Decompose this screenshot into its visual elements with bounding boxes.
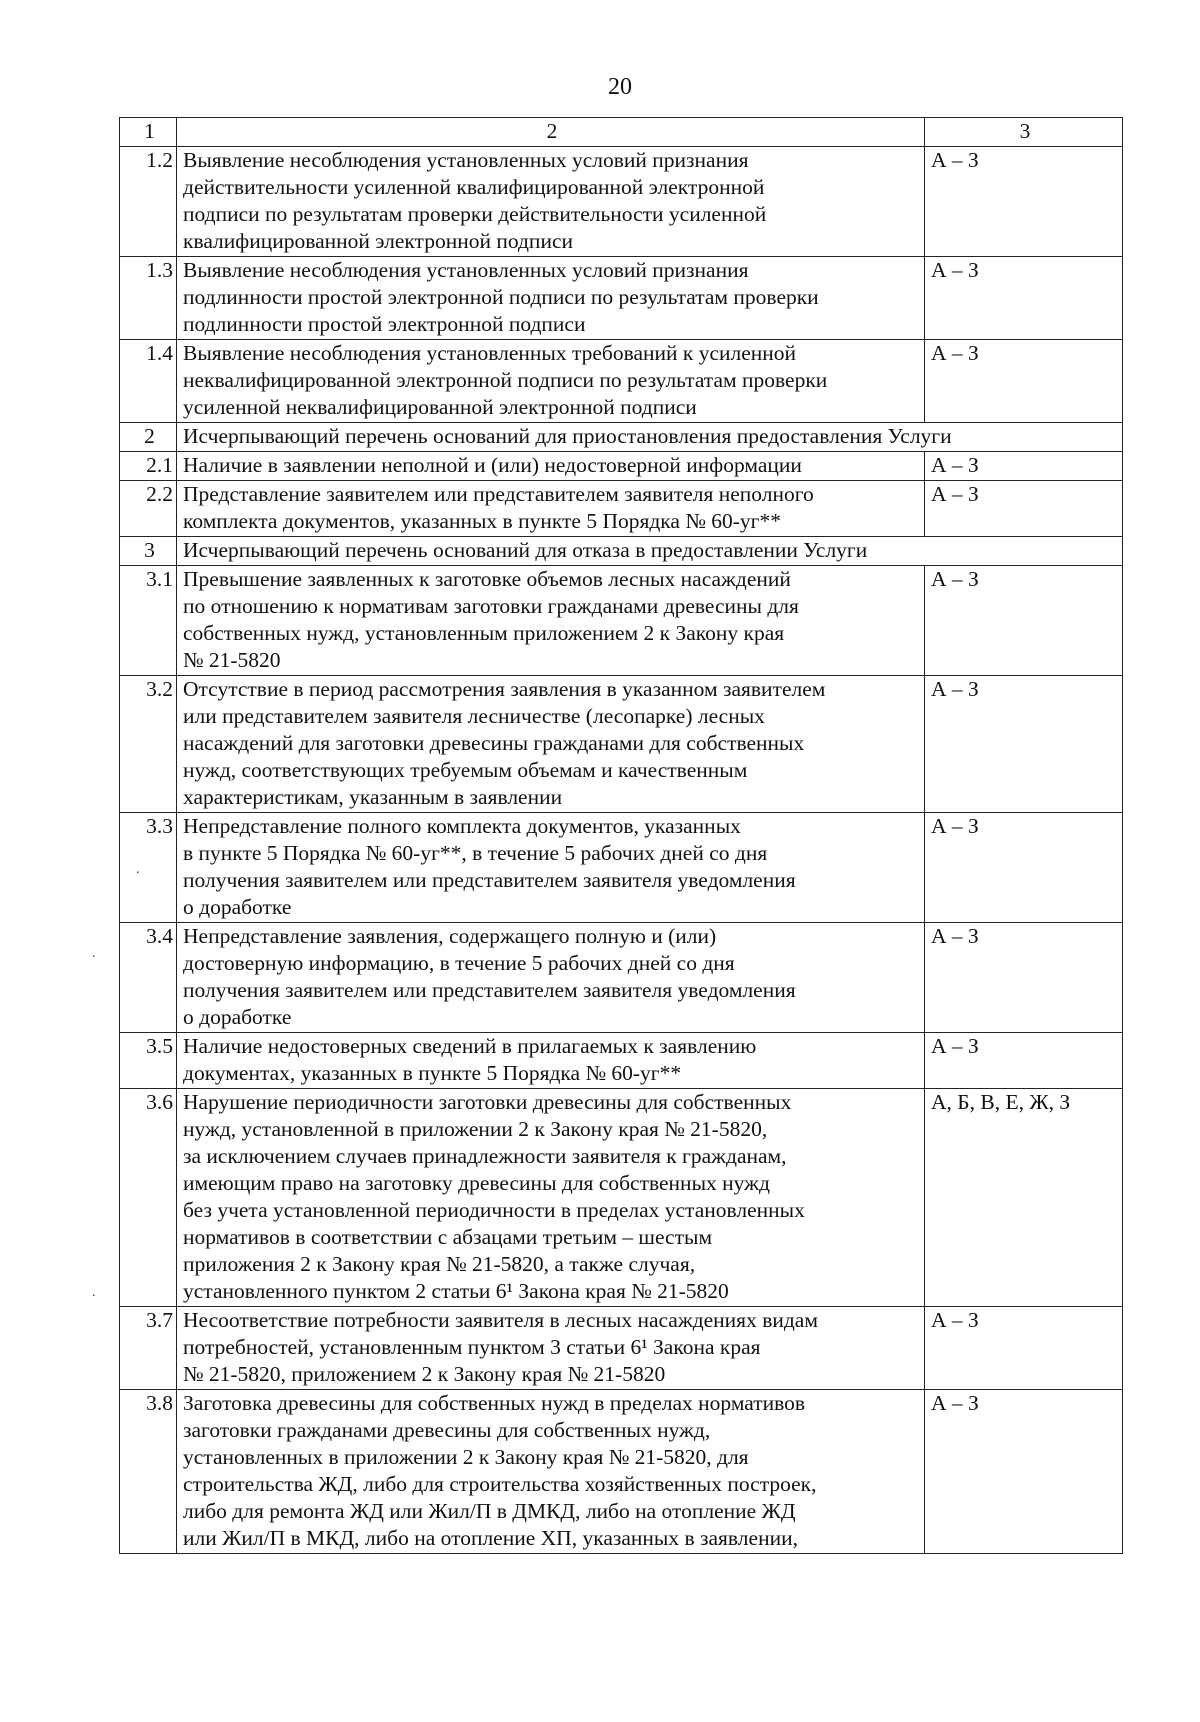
row-description: Непредставление полного комплекта документов, указанных в пункте 5 Порядка № 60-уг**, в течение 5 рабочих дней со дня получения заявителем или представителем заявителя уведомления о доработке [177, 813, 925, 923]
row-number: 3.4 [120, 923, 177, 1033]
row-number: 1.4 [120, 340, 177, 423]
section-row [120, 537, 1123, 566]
section-title: Исчерпывающий перечень оснований для приостановления предоставления Услуги [177, 423, 1123, 452]
row-description: Заготовка древесины для собственных нужд в пределах нормативов заготовки гражданами древесины для собственных нужд, установленных в приложении 2 к Закону края № 21-5820, для строительства ЖД, либо для строительства хозяйственных построек, либо для ремонта ЖД или Жил/П в ДМКД, либо на отопление ЖД или Жил/П в МКД, либо на отопление ХП, указанных в заявлении, [177, 1390, 925, 1554]
row-number: 3.6 [120, 1089, 177, 1307]
row-description: Отсутствие в период рассмотрения заявления в указанном заявителем или представителем заявителя лесничестве (лесопарке) лесных насаждений для заготовки древесины гражданами для собственных нужд, соответствующих требуемым объемам и качественным характеристикам, указанным в заявлении [177, 676, 925, 813]
row-applicability-code: А – З [925, 481, 1123, 537]
row-applicability-code: А – З [925, 147, 1123, 257]
section-row [120, 423, 1123, 452]
row-description: Выявление несоблюдения установленных требований к усиленной неквалифицированной электронной подписи по результатам проверки усиленной неквалифицированной электронной подписи [177, 340, 925, 423]
table-row [120, 1390, 1123, 1554]
scan-mark: . [92, 946, 96, 961]
table-header-row [120, 118, 1123, 147]
table-row [120, 676, 1123, 813]
row-applicability-code: А – З [925, 452, 1123, 481]
row-applicability-code: А – З [925, 257, 1123, 340]
row-number: 3.3 [120, 813, 177, 923]
row-number: 2.1 [120, 452, 177, 481]
row-description: Представление заявителем или представителем заявителя неполного комплекта документов, указанных в пункте 5 Порядка № 60-уг** [177, 481, 925, 537]
row-applicability-code: А – З [925, 566, 1123, 676]
row-applicability-code: А, Б, В, Е, Ж, З [925, 1089, 1123, 1307]
table-row [120, 1307, 1123, 1390]
row-applicability-code: А – З [925, 340, 1123, 423]
page-number: 20 [608, 74, 632, 100]
header-column-1: 1 [120, 118, 177, 147]
row-number: 3.8 [120, 1390, 177, 1554]
table-body [120, 118, 1123, 1554]
table-row [120, 1089, 1123, 1307]
row-applicability-code: А – З [925, 1033, 1123, 1089]
row-description: Несоответствие потребности заявителя в лесных насаждениях видам потребностей, установленным пунктом 3 статьи 6¹ Закона края № 21-5820, приложением 2 к Закону края № 21-5820 [177, 1307, 925, 1390]
row-number: 3.5 [120, 1033, 177, 1089]
row-number: 3.7 [120, 1307, 177, 1390]
row-applicability-code: А – З [925, 923, 1123, 1033]
row-number: 3 [120, 537, 177, 566]
row-applicability-code: А – З [925, 1307, 1123, 1390]
table-row [120, 481, 1123, 537]
row-description: Выявление несоблюдения установленных условий признания подлинности простой электронной подписи по результатам проверки подлинности простой электронной подписи [177, 257, 925, 340]
row-description: Нарушение периодичности заготовки древесины для собственных нужд, установленной в приложении 2 к Закону края № 21-5820, за исключением случаев принадлежности заявителя к гражданам, имеющим право на заготовку древесины для собственных нужд без учета установленной периодичности в пределах установленных нормативов в соответствии с абзацами третьим – шестым приложения 2 к Закону края № 21-5820, а также случая, установленного пунктом 2 статьи 6¹ Закона края № 21-5820 [177, 1089, 925, 1307]
table-row [120, 257, 1123, 340]
row-number: 2 [120, 423, 177, 452]
row-number: 1.2 [120, 147, 177, 257]
row-description: Непредставление заявления, содержащего полную и (или) достоверную информацию, в течение 5 рабочих дней со дня получения заявителем или представителем заявителя уведомления о доработке [177, 923, 925, 1033]
section-title: Исчерпывающий перечень оснований для отказа в предоставлении Услуги [177, 537, 1123, 566]
row-applicability-code: А – З [925, 813, 1123, 923]
table-row [120, 923, 1123, 1033]
row-description: Наличие недостоверных сведений в прилагаемых к заявлению документах, указанных в пункте 5 Порядка № 60-уг** [177, 1033, 925, 1089]
row-number: 3.2 [120, 676, 177, 813]
scan-mark: . [92, 1285, 96, 1300]
table-row [120, 452, 1123, 481]
grounds-table [119, 117, 1123, 1554]
row-number: 3.1 [120, 566, 177, 676]
row-description: Наличие в заявлении неполной и (или) недостоверной информации [177, 452, 925, 481]
row-number: 2.2 [120, 481, 177, 537]
table-row [120, 566, 1123, 676]
table-row [120, 813, 1123, 923]
table-row [120, 147, 1123, 257]
row-description: Выявление несоблюдения установленных условий признания действительности усиленной квалифицированной электронной подписи по результатам проверки действительности усиленной квалифицированной электронной подписи [177, 147, 925, 257]
table-row [120, 340, 1123, 423]
table-row [120, 1033, 1123, 1089]
header-column-3: 3 [925, 118, 1123, 147]
row-applicability-code: А – З [925, 1390, 1123, 1554]
scan-mark: . [136, 862, 140, 877]
row-number: 1.3 [120, 257, 177, 340]
row-description: Превышение заявленных к заготовке объемов лесных насаждений по отношению к нормативам заготовки гражданами древесины для собственных нужд, установленным приложением 2 к Закону края № 21-5820 [177, 566, 925, 676]
header-column-2: 2 [177, 118, 925, 147]
row-applicability-code: А – З [925, 676, 1123, 813]
